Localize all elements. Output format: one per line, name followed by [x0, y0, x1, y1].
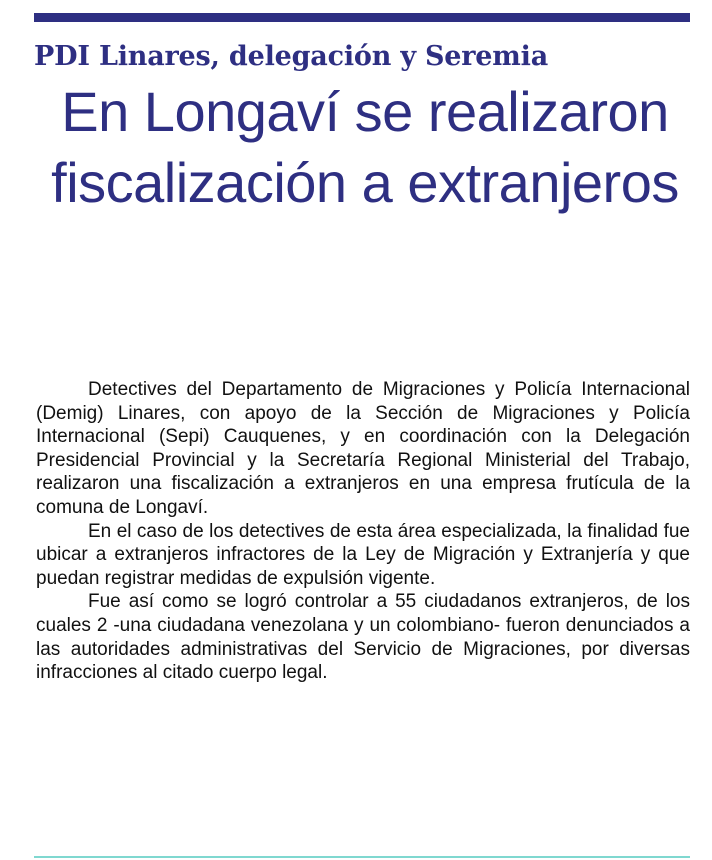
article-kicker: PDI Linares, delegación y Seremia: [34, 41, 549, 72]
bottom-divider: [34, 856, 690, 858]
article-headline: En Longaví se realizaron fiscalización a extranjeros: [51, 80, 679, 214]
top-divider: [34, 13, 690, 22]
article-paragraph: En el caso de los detectives de esta área especializada, la finalidad fue ubicar a extranjeros infractores de la Ley de Migración y Extranjería y que puedan registrar medidas de expulsión vigente.: [36, 520, 690, 589]
article-paragraph: Fue así como se logró controlar a 55 ciudadanos extranjeros, de los cuales 2 -una ciudadana venezolana y un colombiano- fueron denunciados a las autoridades administrativas del Servicio de Migraciones, por diversas infracciones al citado cuerpo legal.: [36, 591, 690, 684]
article-body: [36, 378, 690, 685]
article-paragraph: Detectives del Departamento de Migraciones y Policía Internacional (Demig) Linares, con apoyo de la Sección de Migraciones y Policía Internacional (Sepi) Cauquenes, y en coordinación con la Delegación Presidencial Provincial y la Secretaría Regional Ministerial del Trabajo, realizaron una fiscalización a extranjeros en una empresa frutícula de la comuna de Longaví.: [36, 379, 690, 518]
